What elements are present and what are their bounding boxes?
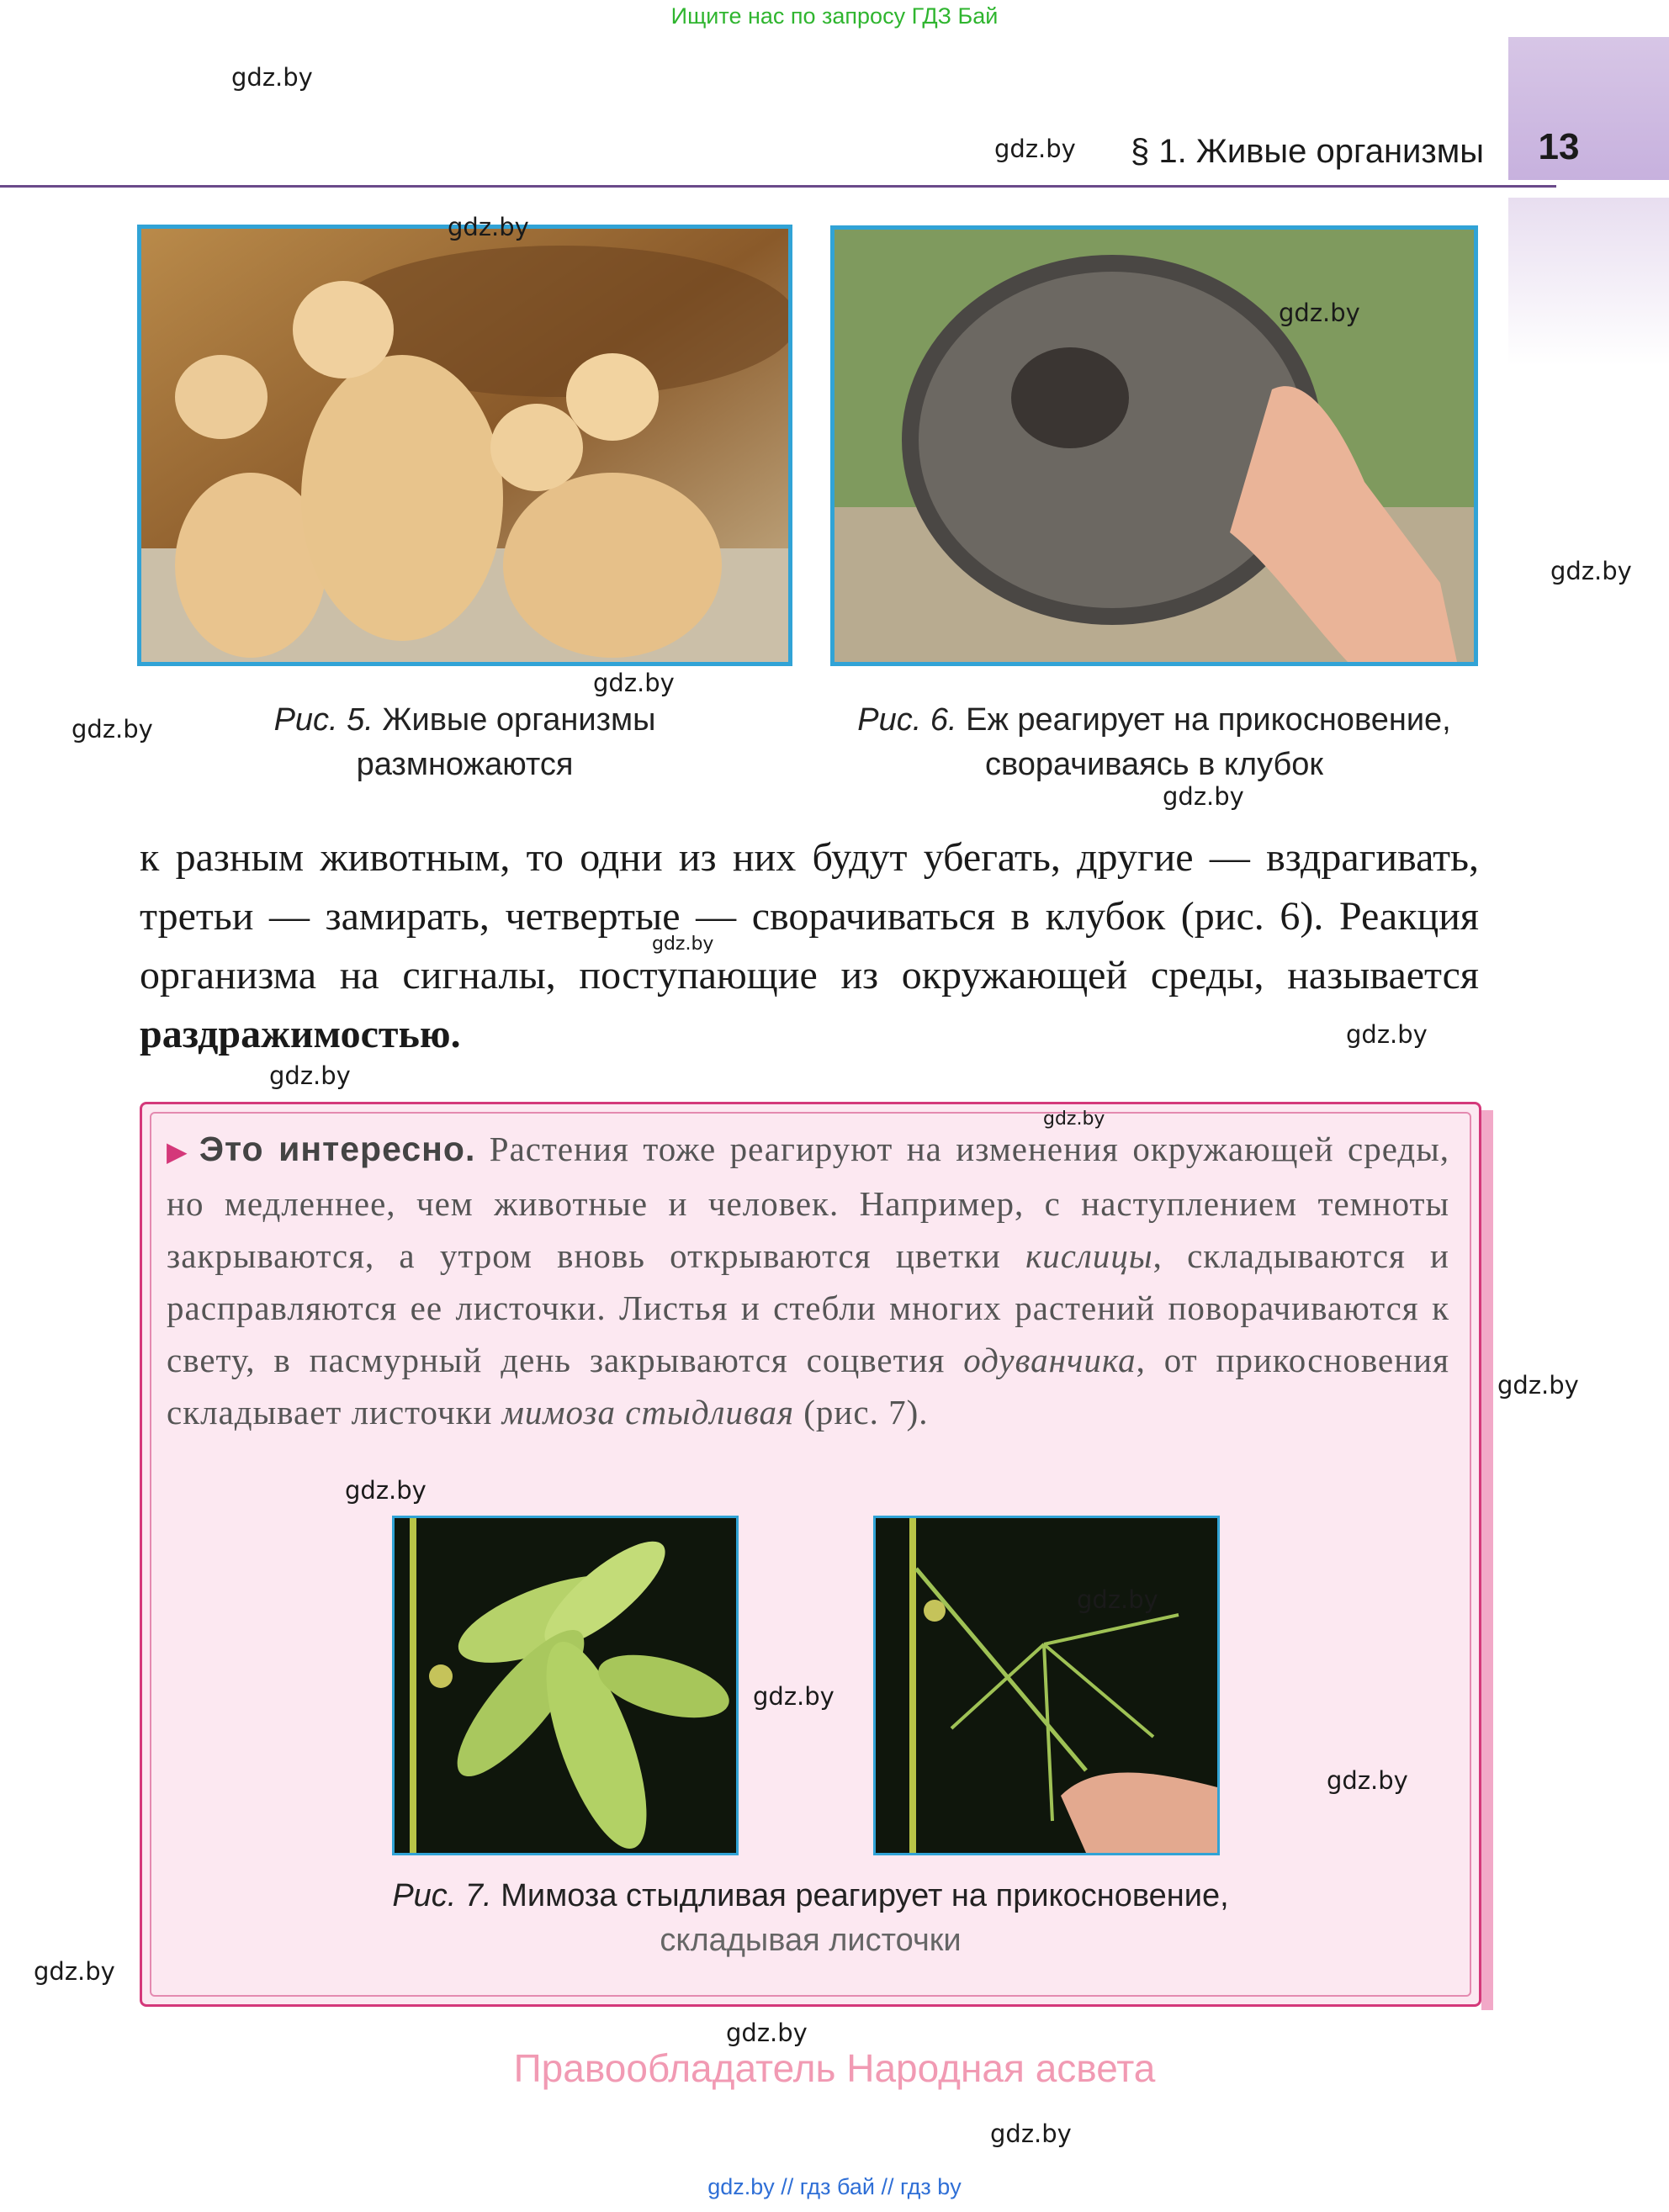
- copyright-notice: Правообладатель Народная асвета: [513, 2046, 1156, 2090]
- body-text: к разным животным, то одни из них будут убегать, другие — вздрагивать, третьи — замирать, четвертые — сворачиваться в клубок (рис. 6). Реакция организма на сигналы, поступающие из окружающей среды, называется: [140, 835, 1479, 998]
- interest-text-part1: Растения тоже реагируют на изменения окружающей среды, но медленнее, чем животные и человек. Например, с наступлением темноты закрываются, а утром вновь открываются цветки: [167, 1130, 1450, 1275]
- watermark-11: gdz.by: [269, 1061, 351, 1090]
- watermark-14: gdz.by: [345, 1476, 427, 1505]
- watermark-16: gdz.by: [753, 1682, 834, 1711]
- interest-text-part4: (рис. 7).: [794, 1393, 929, 1431]
- watermark-9: gdz.by: [652, 934, 714, 955]
- header-divider: [0, 185, 1556, 188]
- body-paragraph: [140, 828, 1479, 1064]
- section-title: § 1. Живые организмы: [1131, 133, 1484, 170]
- watermark-2: gdz.by: [994, 135, 1076, 163]
- mimosa-open-photo: [392, 1516, 739, 1855]
- side-tab-gradient: [1508, 198, 1669, 366]
- figure-6-line2: сворачиваясь в клубок: [984, 747, 1324, 782]
- triangle-bullet-icon: ▶: [167, 1136, 193, 1167]
- figure-7-caption: [140, 1874, 1481, 1963]
- watermark-18: gdz.by: [34, 1957, 115, 1986]
- watermark-10: gdz.by: [1346, 1020, 1428, 1049]
- figure-7-line2: складывая листочки: [660, 1923, 962, 1958]
- watermark-7: gdz.by: [72, 715, 153, 744]
- footer-links[interactable]: gdz.by // гдз бай // гдз by: [707, 2174, 962, 2199]
- interest-lead: Это интересно.: [199, 1130, 476, 1168]
- watermark-3: gdz.by: [448, 213, 529, 241]
- figure-5-line1: Живые организмы: [382, 702, 656, 738]
- fennec-foxes-photo: [137, 225, 792, 666]
- hedgehog-image: [834, 230, 1474, 662]
- watermark-19: gdz.by: [726, 2019, 808, 2047]
- watermark-8: gdz.by: [1163, 782, 1244, 811]
- watermark-4: gdz.by: [1279, 299, 1360, 327]
- figure-6-line1: Еж реагирует на прикосновение,: [966, 702, 1451, 738]
- watermark-13: gdz.by: [1497, 1371, 1579, 1400]
- mimosa-open-image: [395, 1518, 736, 1853]
- watermark-6: gdz.by: [593, 669, 675, 697]
- interest-text-part3: , от прикосновения складывает листочки: [167, 1341, 1449, 1431]
- interest-italic-dandelion: одуванчика: [963, 1341, 1137, 1379]
- interest-italic-oxalis: кислицы: [1025, 1236, 1153, 1275]
- top-banner[interactable]: Ищите нас по запросу ГДЗ Бай: [670, 3, 999, 29]
- term-irritability: раздражимостью.: [140, 1012, 461, 1056]
- page-number: 13: [1538, 126, 1580, 167]
- mimosa-folded-photo: [873, 1516, 1220, 1855]
- watermark-20: gdz.by: [990, 2119, 1072, 2148]
- watermark-1: gdz.by: [231, 63, 313, 92]
- watermark-5: gdz.by: [1550, 557, 1632, 585]
- figure-6-caption: [808, 698, 1501, 787]
- interest-italic-mimosa: мимоза стыдливая: [501, 1393, 795, 1431]
- mimosa-folded-image: [876, 1518, 1217, 1853]
- watermark-17: gdz.by: [1327, 1766, 1408, 1795]
- interest-box-shadow: [1481, 1110, 1493, 2010]
- watermark-12: gdz.by: [1043, 1109, 1105, 1130]
- figure-5-line2: размножаются: [356, 747, 574, 782]
- figure-7-line1: Мимоза стыдливая реагирует на прикосновение,: [501, 1878, 1229, 1913]
- figure-6-label: Рис. 6.: [857, 702, 957, 738]
- interest-text-part2: , складываются и расправляются ее листочки. Листья и стебли многих растений поворачиваются к свету, в пасмурный день закрываются соцветия: [167, 1236, 1449, 1379]
- watermark-15: gdz.by: [1077, 1585, 1158, 1614]
- interest-text: [167, 1123, 1449, 1438]
- hedgehog-photo: [830, 225, 1478, 666]
- fennec-foxes-image: [141, 229, 788, 662]
- figure-5-caption: [137, 698, 792, 787]
- figure-7-label: Рис. 7.: [392, 1878, 492, 1913]
- figure-5-label: Рис. 5.: [273, 702, 374, 738]
